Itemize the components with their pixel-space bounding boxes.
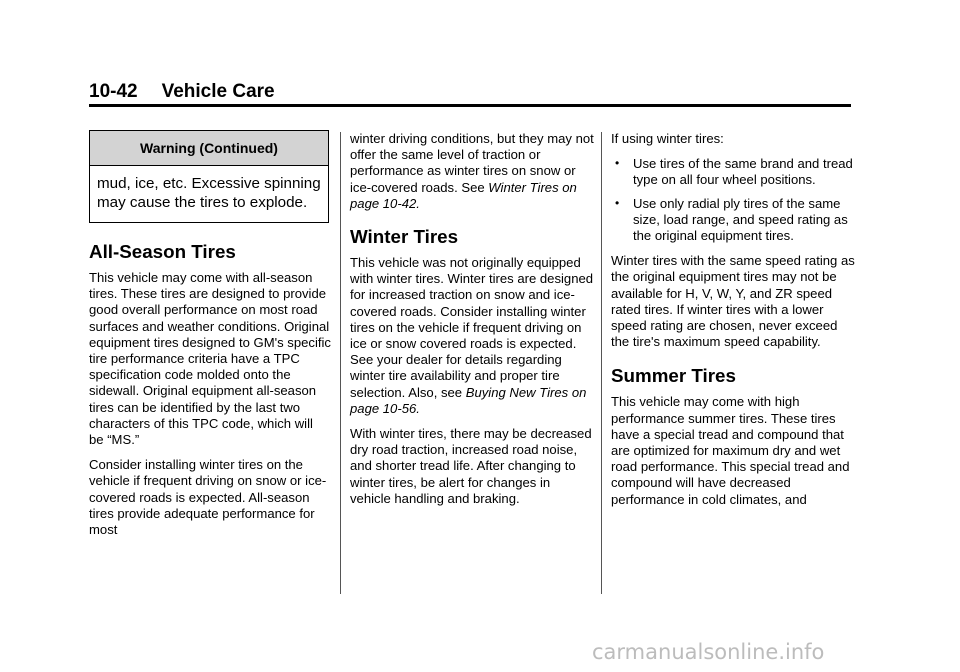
heading-summer-tires: Summer Tires bbox=[611, 365, 736, 387]
paragraph: Consider installing winter tires on the vehicle if frequent driving on snow or ice-covered roads is expected. All-season tires provide adequate performance for most bbox=[89, 457, 327, 538]
cross-reference-link[interactable]: Buying New Tires on page 10-56. bbox=[350, 384, 587, 416]
column-2 bbox=[350, 131, 594, 516]
list-item bbox=[611, 196, 855, 245]
page-header bbox=[89, 80, 275, 104]
paragraph: With winter tires, there may be decreased dry road traction, increased road noise, and shorter tread life. After changing to winter tires, be alert for changes in vehicle handling and braking. bbox=[350, 426, 592, 506]
bullet-list bbox=[611, 156, 855, 244]
paragraph bbox=[350, 255, 594, 417]
paragraph bbox=[350, 131, 594, 212]
watermark: carmanualsonline.info bbox=[592, 640, 825, 664]
bullet-icon: • bbox=[615, 156, 620, 171]
warning-box bbox=[89, 130, 329, 223]
list-item bbox=[611, 156, 855, 188]
paragraph: This vehicle may come with high performance summer tires. These tires have a special tread and compound that are optimized for maximum dry and wet road performance. This special tread and compound will have decreased performance in cold climates, and bbox=[611, 394, 850, 507]
list-item-text: Use only radial ply tires of the same size, load range, and speed rating as the original equipment tires. bbox=[633, 195, 848, 244]
cross-reference-link[interactable]: Winter Tires on page 10-42. bbox=[350, 179, 577, 211]
header-rule bbox=[89, 104, 851, 107]
column-divider bbox=[340, 132, 341, 594]
column-3 bbox=[611, 131, 855, 517]
paragraph: If using winter tires: bbox=[611, 131, 724, 146]
warning-body: mud, ice, etc. Excessive spinning may cause the tires to explode. bbox=[97, 175, 321, 211]
heading-winter-tires: Winter Tires bbox=[350, 226, 459, 248]
list-item-text: Use tires of the same brand and tread type on all four wheel positions. bbox=[633, 156, 853, 188]
paragraph: This vehicle may come with all-season tires. These tires are designed to provide good overall performance on most road surfaces and weather conditions. Original equipment tires designed to GM's specific tire performance criteria have a TPC specification code molded onto the sidewall. Original equipment all-season tires can be identified by the last two characters of this TPC code, which will be “MS.” bbox=[89, 270, 331, 448]
page-number: 10-42 bbox=[89, 81, 138, 102]
paragraph: Winter tires with the same speed rating as the original equipment tires may not be available for H, V, W, Y, and ZR speed rated tires. If winter tires with a lower speed rating are chosen, never exceed the tire's maximum speed capability. bbox=[611, 253, 855, 350]
column-divider bbox=[601, 132, 602, 594]
bullet-icon: • bbox=[615, 195, 620, 210]
heading-all-season-tires: All-Season Tires bbox=[89, 241, 236, 262]
paragraph-text: This vehicle was not originally equipped with winter tires. Winter tires are designed for increased traction on snow and ice-covered roads. Consider installing winter tires on the vehicle if frequent driving on ice or snow covered roads is expected. See your dealer for details regarding winter tire availability and proper tire selection. Also, see bbox=[350, 255, 594, 400]
section-title: Vehicle Care bbox=[161, 81, 275, 102]
paragraph-text: winter driving conditions, but they may not offer the same level of traction or performance as winter tires on snow or ice-covered roads. See bbox=[350, 131, 594, 195]
column-1 bbox=[89, 130, 331, 547]
warning-title: Warning (Continued) bbox=[90, 131, 328, 166]
